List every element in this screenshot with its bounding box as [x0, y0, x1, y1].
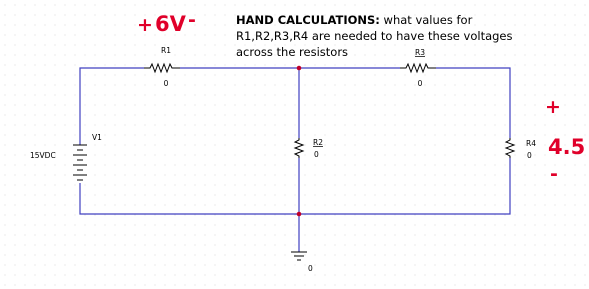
- ground-value: 0: [308, 264, 313, 273]
- r2-value: 0: [314, 150, 319, 159]
- r4-minus-sign: -: [550, 163, 558, 185]
- r1-plus-sign: +: [137, 14, 153, 36]
- r3-value: 0: [417, 79, 423, 88]
- r3-label: R3: [415, 48, 425, 57]
- r4-label: R4: [526, 139, 536, 148]
- r1-minus-sign: -: [188, 9, 196, 31]
- r4-voltage-annotation: 4.5: [548, 135, 586, 159]
- instruction-note: [236, 12, 546, 60]
- r1-label: R1: [161, 46, 171, 55]
- junction-node-top: [297, 66, 302, 71]
- junction-node-bottom: [297, 212, 302, 217]
- v1-label: V1: [92, 133, 102, 142]
- r4-value: 0: [527, 151, 532, 160]
- r1-value: 0: [163, 79, 169, 88]
- r2-label: R2: [313, 138, 323, 147]
- note-heading: HAND CALCULATIONS:: [236, 13, 380, 27]
- note-body: what values for R1,R2,R3,R4 are needed to have these voltages across the resistors: [236, 13, 513, 59]
- r1-voltage-annotation: 6V: [155, 12, 186, 36]
- v1-value: 15VDC: [30, 151, 56, 160]
- r4-plus-sign: +: [545, 96, 561, 118]
